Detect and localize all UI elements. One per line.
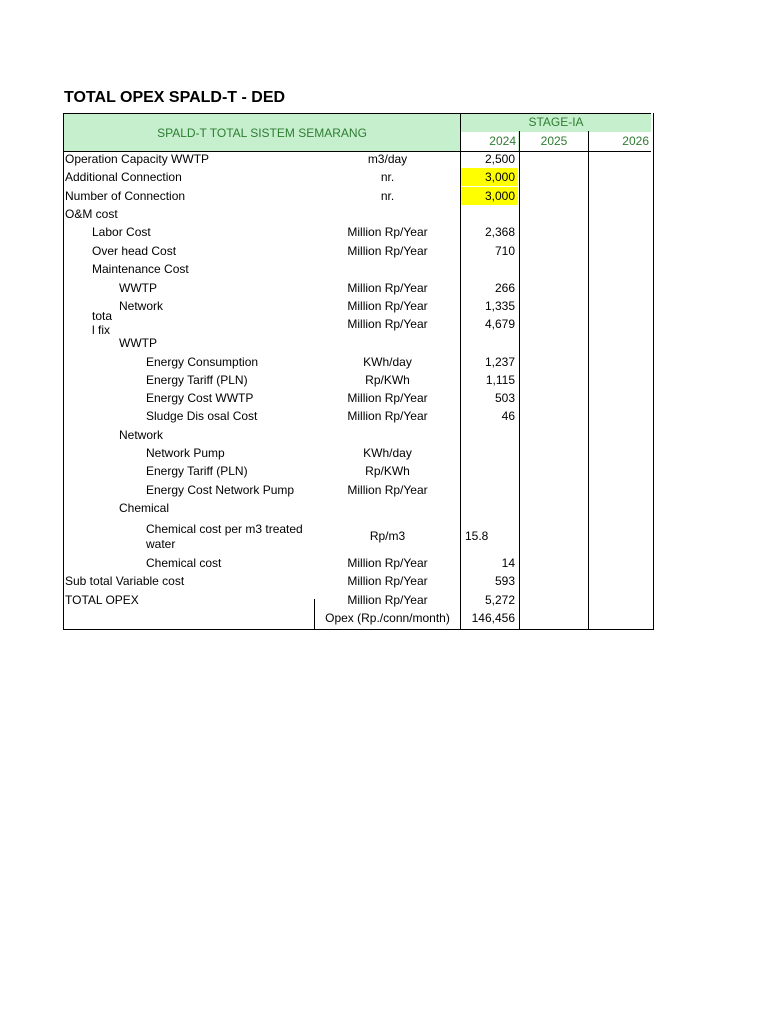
table-row [64,481,651,499]
row-label: Sub total Variable cost [65,574,185,588]
table-row [64,389,651,407]
table-row [64,205,651,223]
row-unit: Rp/KWh [365,373,410,387]
row-value: 14 [501,556,515,570]
row-unit: Million Rp/Year [347,409,428,423]
row-unit: Million Rp/Year [347,483,428,497]
row-label: TOTAL OPEX [65,593,139,607]
row-unit: Million Rp/Year [347,556,428,570]
row-unit: Million Rp/Year [347,299,428,313]
row-unit: Opex (Rp./conn/month) [325,611,450,625]
row-label: Energy Cost WWTP [146,391,254,405]
table-row [64,168,651,186]
table-row [64,407,651,425]
table-row [64,353,651,371]
row-label: Maintenance Cost [92,262,189,276]
table-row [64,462,651,480]
table-header [64,113,651,152]
table-row [64,223,651,241]
row-value: 46 [501,409,515,423]
row-value: 2,500 [484,152,515,166]
table-row [64,518,651,552]
row-label: Network Pump [146,446,225,460]
row-unit: Million Rp/Year [347,391,428,405]
row-value: 1,335 [484,299,515,313]
sheet-title: TOTAL OPEX SPALD-T - DED [64,89,286,106]
table-row [64,187,651,205]
row-unit: Million Rp/Year [347,593,428,607]
row-label: Chemical cost per m3 treated [146,522,303,536]
header-year-2024: 2024 [461,132,518,151]
row-unit: Million Rp/Year [347,225,428,239]
row-value-highlighted: 3,000 [461,168,518,186]
row-value: 710 [494,244,515,258]
row-label-clipped: tota [92,309,113,323]
row-label: Chemical [119,501,170,515]
table-row [64,297,651,315]
header-system-name: SPALD-T TOTAL SISTEM SEMARANG [157,125,367,140]
table-row [64,242,651,260]
table-row [64,150,651,168]
table-row [64,260,651,278]
header-year-2025: 2025 [520,132,588,151]
table-row [64,309,651,337]
row-value: 2,368 [484,225,515,239]
row-unit: Million Rp/Year [347,244,428,258]
row-label: WWTP [119,336,157,350]
table-row [64,609,651,627]
row-value: 1,115 [485,373,515,387]
row-label: Labor Cost [92,225,151,239]
table-row [64,371,651,389]
row-value-highlighted: 3,000 [461,187,518,205]
row-label: Network [119,428,164,442]
header-year-2026: 2026 [589,132,651,151]
row-label: Energy Tariff (PLN) [146,464,248,478]
row-value: 593 [494,574,515,588]
row-value: 146,456 [471,611,515,625]
row-label: Additional Connection [65,170,182,184]
table-row [64,591,651,609]
row-unit: KWh/day [363,446,412,460]
opex-table [63,113,654,630]
row-value: 503 [494,391,515,405]
table-row [64,499,651,517]
row-unit: Rp/KWh [365,464,410,478]
row-label: Number of Connection [65,189,186,203]
table-row [64,426,651,444]
row-value: 4,679 [484,317,515,331]
table-row [64,444,651,462]
row-unit: Rp/m3 [369,529,406,543]
row-value: 15.8 [465,529,489,543]
header-stage: STAGE-IA [528,115,584,129]
row-label: O&M cost [65,207,118,221]
row-unit: Million Rp/Year [347,317,428,331]
row-label: Network [119,299,164,313]
row-value: 1,237 [484,355,515,369]
row-unit: KWh/day [363,355,412,369]
table-row [64,334,651,352]
table-row [64,279,651,297]
row-label: Energy Tariff (PLN) [146,373,248,387]
row-value: 266 [494,281,515,295]
row-label: Operation Capacity WWTP [65,152,210,166]
row-label: Over head Cost [92,244,177,258]
row-label: WWTP [119,281,157,295]
row-value: 5,272 [484,593,515,607]
row-unit: Million Rp/Year [347,281,428,295]
row-unit: m3/day [367,152,408,166]
row-unit: Million Rp/Year [347,574,428,588]
row-unit: nr. [380,170,395,184]
row-label: Energy Consumption [146,355,259,369]
row-label: Sludge Dis osal Cost [146,409,258,423]
table-row [64,572,651,590]
table-row [64,554,651,572]
row-label-continuation: l fix [92,323,110,337]
row-label-continuation: water [146,537,176,551]
row-label: Chemical cost [146,556,222,570]
row-unit: nr. [380,189,395,203]
row-label: Energy Cost Network Pump [146,483,295,497]
